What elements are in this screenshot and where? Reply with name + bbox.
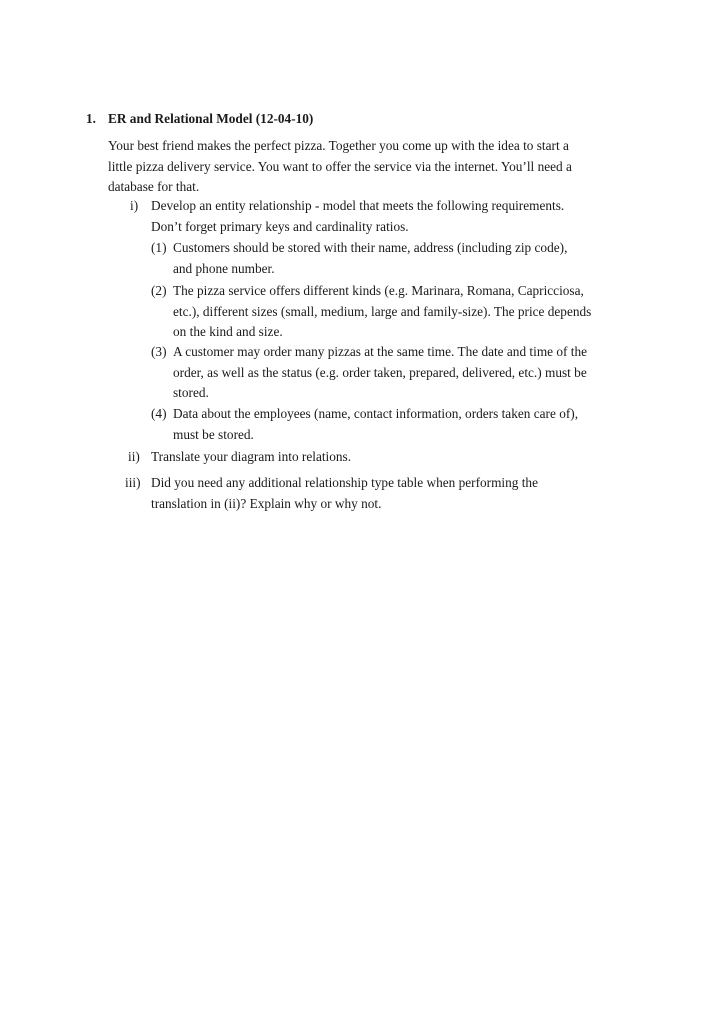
part-iii-label-wrap xyxy=(125,473,141,494)
part-iii-text xyxy=(151,473,538,514)
part-line: Did you need any additional relationship type table when performing the xyxy=(151,475,538,490)
question-heading xyxy=(86,109,313,130)
requirement-line: on the kind and size. xyxy=(173,324,283,339)
requirement-line: order, as well as the status (e.g. order taken, prepared, delivered, etc.) must be xyxy=(173,364,587,380)
requirement-text xyxy=(173,281,591,343)
requirement-line: Data about the employees (name, contact information, orders taken care of), xyxy=(173,406,579,421)
requirement-label-wrap xyxy=(151,238,167,259)
question-title: ER and Relational Model (12-04-10) xyxy=(108,111,314,126)
part-label: i) xyxy=(130,198,139,213)
part-line: Develop an entity relationship - model that meets the following requirements. xyxy=(151,198,565,213)
part-ii-label-wrap xyxy=(128,447,140,468)
question-number: 1. xyxy=(86,111,96,126)
requirement-line: stored. xyxy=(173,385,209,400)
requirement-label-wrap xyxy=(151,281,167,302)
intro-line: little pizza delivery service. You want to offer the service via the internet. You’ll need a xyxy=(108,158,572,174)
part-label: ii) xyxy=(128,449,140,464)
part-line: translation in (ii)? Explain why or why not. xyxy=(151,495,382,511)
intro-line: database for that. xyxy=(108,179,200,194)
requirement-line: and phone number. xyxy=(173,260,275,276)
requirement-line: Customers should be stored with their name, address (including zip code), xyxy=(173,240,568,255)
requirement-text xyxy=(173,342,587,404)
intro-line: Your best friend makes the perfect pizza. Together you come up with the idea to start a xyxy=(108,138,569,153)
requirement-text xyxy=(173,404,578,445)
requirement-label: (4) xyxy=(151,406,167,421)
part-line: Translate your diagram into relations. xyxy=(151,449,352,464)
question-intro xyxy=(108,136,648,198)
requirement-label-wrap xyxy=(151,342,167,363)
requirement-label: (3) xyxy=(151,344,167,359)
requirement-line: The pizza service offers different kinds (e.g. Marinara, Romana, Capricciosa, xyxy=(173,283,584,298)
requirement-label: (2) xyxy=(151,283,167,298)
requirement-line: A customer may order many pizzas at the same time. The date and time of the xyxy=(173,344,588,359)
requirement-label-wrap xyxy=(151,404,167,425)
part-label: iii) xyxy=(125,475,141,490)
part-i-text xyxy=(151,196,564,237)
part-i-label-wrap xyxy=(130,196,138,217)
part-line: Don’t forget primary keys and cardinality ratios. xyxy=(151,218,409,234)
requirement-text xyxy=(173,238,567,279)
requirement-line: must be stored. xyxy=(173,426,254,442)
requirement-line: etc.), different sizes (small, medium, large and family-size). The price depends xyxy=(173,303,592,319)
part-ii-text xyxy=(151,447,351,468)
requirement-label: (1) xyxy=(151,240,167,255)
